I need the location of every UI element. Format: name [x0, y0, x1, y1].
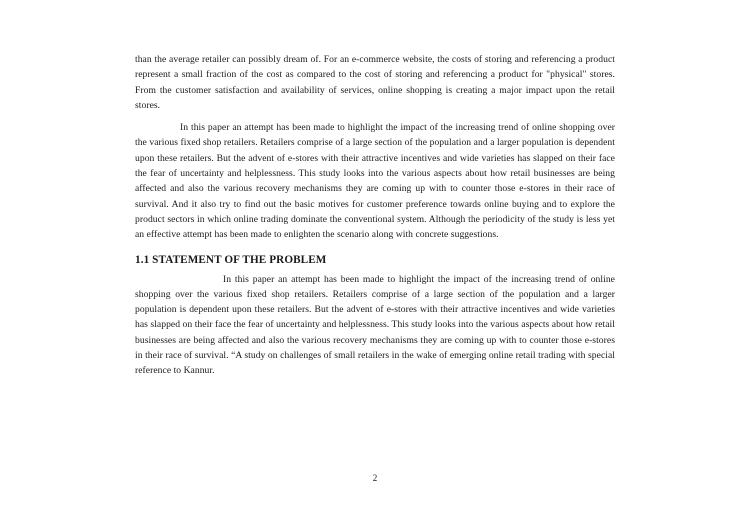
- continuation-paragraph: than the average retailer can possibly dream of. For an e-commerce website, the costs of storing and referencing a product represent a small fraction of the cost as compared to the cost of storing and referencing a product for "physical" stores. From the customer satisfaction and availability of services, online shopping is creating a major impact upon the retail stores.: [135, 54, 615, 111]
- problem-statement-paragraph: In this paper an attempt has been made to highlight the impact of the increasing trend of online shopping over the various fixed shop retailers. Retailers comprise of a large section of the population and a larger population is dependent upon these retailers. But the advent of e-stores with their attractive incentives and wide varieties has slapped on their face the fear of uncertainty and helplessness. This study looks into the various aspects about how retail businesses are being affected and also the various recovery mechanisms they are coming up with to counter those e-stores in their race of survival. “A study on challenges of small retailers in the wake of emerging online retail trading with special reference to Kannur.: [135, 273, 615, 377]
- introduction-paragraph: In this paper an attempt has been made to highlight the impact of the increasing trend of online shopping over the various fixed shop retailers. Retailers comprise of a large section of the population and a larger population is dependent upon these retailers. But the advent of e-stores with their attractive incentives and wide varieties has slapped on their face the fear of uncertainty and helplessness. This study looks into the various aspects about how retail businesses are being affected and also the various recovery mechanisms they are coming up with to counter those e-stores in their race of survival. And it also try to find out the basic motives for customer preference towards online buying and to explore the product sectors in which online trading dominate the conventional system. Although the periodicity of the study is less yet an effective attempt has been made to enlighten the scenario along with concrete suggestions.: [135, 122, 615, 241]
- page-body: [135, 52, 615, 379]
- page-number: 2: [372, 473, 378, 483]
- paragraph-spacer: [135, 113, 615, 120]
- section-heading: 1.1 STATEMENT OF THE PROBLEM: [135, 253, 327, 266]
